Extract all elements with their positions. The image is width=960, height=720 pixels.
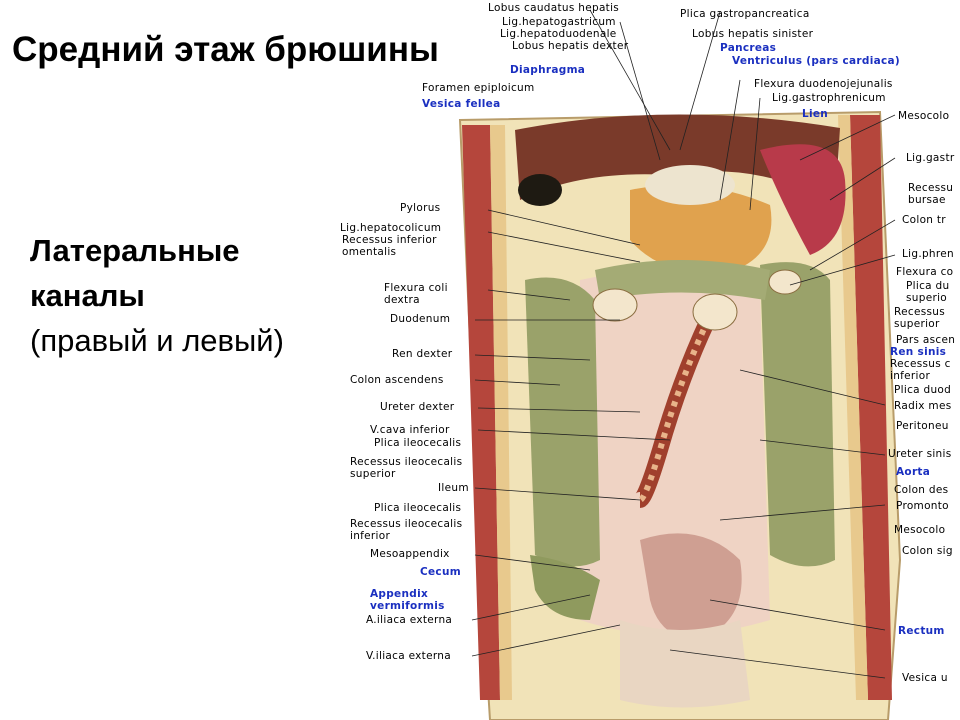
label-lig-hepatocolicum: Lig.hepatocolicum [340, 222, 442, 234]
label-r-colon-tr: Colon tr [902, 214, 946, 226]
label-v-cava-inferior: V.cava inferior [370, 424, 450, 436]
label-r-lig-phren: Lig.phren [902, 248, 954, 260]
label-plica-ileocecalis-1: Plica ileocecalis [374, 437, 462, 449]
label-foramen-epiploicum: Foramen epiploicum [422, 82, 535, 94]
label-ureter-dexter: Ureter dexter [380, 401, 455, 413]
label-r-colon-sig: Colon sig [902, 545, 953, 557]
label-v-iliaca-externa: V.iliaca externa [366, 650, 451, 662]
label-r-superior: superior [894, 318, 940, 330]
body-heading: Латеральные каналы [30, 233, 240, 313]
label-r-aorta: Aorta [896, 466, 931, 478]
label-r-mesocolo-2: Mesocolo [894, 524, 946, 536]
slide-title: Средний этаж брюшины [12, 30, 439, 69]
label-r-plica-du: Plica du [906, 280, 950, 292]
label-pancreas: Pancreas [720, 42, 777, 54]
label-r-superio: superio [906, 292, 948, 304]
label-r-rectum: Rectum [898, 625, 945, 637]
anatomy-figure [340, 0, 960, 720]
label-r-mesocolo-1: Mesocolo [898, 110, 950, 122]
label-mesoappendix: Mesoappendix [370, 548, 450, 560]
label-r-recessus: Recessus [894, 306, 945, 318]
label-omentalis: omentalis [342, 246, 397, 258]
label-ren-dexter: Ren dexter [392, 348, 453, 360]
label-lig-hepatoduodenale: Lig.hepatoduodenale [500, 28, 617, 40]
label-r-lig-gastr: Lig.gastr [906, 152, 955, 164]
label-dextra: dextra [384, 294, 420, 306]
label-recessus-ileocecalis-inf: Recessus ileocecalis [350, 518, 463, 530]
label-lig-gastrophrenicum: Lig.gastrophrenicum [772, 92, 886, 104]
label-ileum: Ileum [438, 482, 469, 494]
label-vesica-fellea: Vesica fellea [422, 98, 501, 110]
label-lig-hepatogastricum: Lig.hepatogastricum [502, 16, 616, 28]
label-lien: Lien [802, 108, 829, 120]
label-recessus-inferior: Recessus inferior [342, 234, 437, 246]
label-r-promonto: Promonto [896, 500, 949, 512]
label-superior: superior [350, 468, 396, 480]
label-diaphragma: Diaphragma [510, 64, 586, 76]
label-cecum: Cecum [420, 566, 461, 578]
label-plica-gastropancreatica: Plica gastropancreatica [680, 8, 810, 20]
label-r-recessu: Recessu [908, 182, 954, 194]
label-ventriculus: Ventriculus (pars cardiaca) [732, 55, 901, 67]
label-lobus-hepatis-sinister: Lobus hepatis sinister [692, 28, 814, 40]
label-flexura-coli: Flexura coli [384, 282, 448, 294]
label-r-recessus-c: Recessus c [890, 358, 951, 370]
label-r-vesica-u: Vesica u [902, 672, 948, 684]
label-r-plica-duod: Plica duod [894, 384, 952, 396]
label-a-iliaca-externa: A.iliaca externa [366, 614, 453, 626]
body-subtext: (правый и левый) [30, 323, 284, 358]
label-duodenum: Duodenum [390, 313, 451, 325]
label-plica-ileocecalis-2: Plica ileocecalis [374, 502, 462, 514]
label-lobus-caudatus: Lobus caudatus hepatis [488, 2, 620, 14]
label-appendix: Appendix [370, 588, 429, 600]
label-r-radix-mes: Radix mes [894, 400, 952, 412]
label-flexura-duodenojejunalis: Flexura duodenojejunalis [754, 78, 893, 90]
label-r-colon-des: Colon des [894, 484, 949, 496]
label-pylorus: Pylorus [400, 202, 441, 214]
label-r-flexura-co: Flexura co [896, 266, 954, 278]
label-r-ureter-sinis: Ureter sinis [888, 448, 952, 460]
body-text [30, 228, 320, 363]
label-r-bursae: bursae [908, 194, 946, 206]
label-r-ren-sinis: Ren sinis [890, 346, 947, 358]
label-colon-ascendens: Colon ascendens [350, 374, 444, 386]
label-r-pars-ascen: Pars ascen [896, 334, 956, 346]
label-vermiformis: vermiformis [370, 600, 445, 612]
label-r-inferior: inferior [890, 370, 931, 382]
label-recessus-ileocecalis-sup: Recessus ileocecalis [350, 456, 463, 468]
label-r-peritoneu: Peritoneu [896, 420, 949, 432]
label-inferior: inferior [350, 530, 391, 542]
label-lobus-hepatis-dexter: Lobus hepatis dexter [512, 40, 629, 52]
